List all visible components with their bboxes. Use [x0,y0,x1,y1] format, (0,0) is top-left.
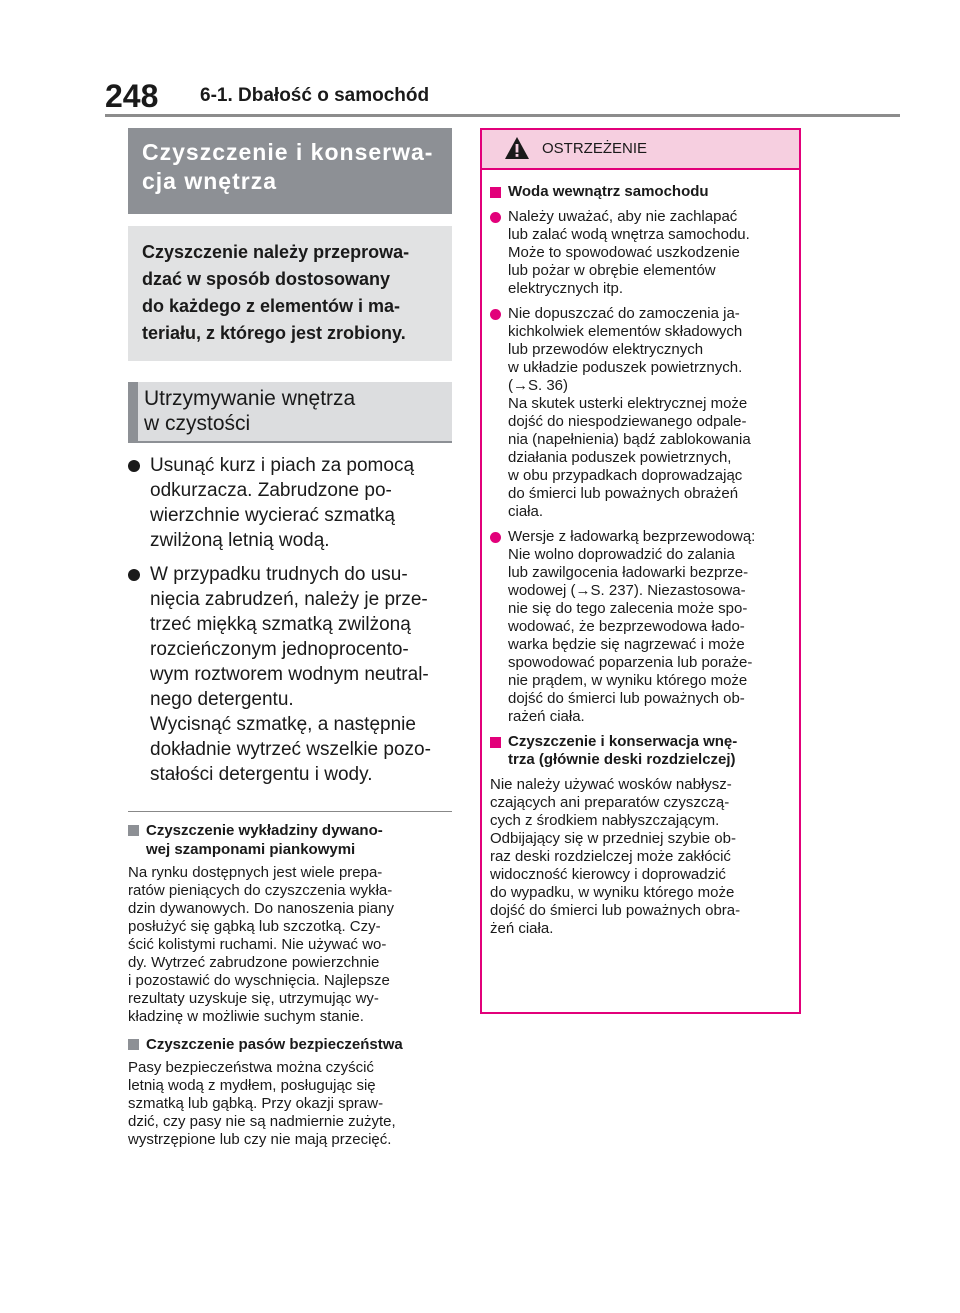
square-bullet-icon [128,825,139,836]
warning-triangle-icon [504,136,530,160]
warning-section-heading: Czyszczenie i konserwacja wnę- trza (głównie deski rozdzielczej) [490,733,789,769]
note-heading: Czyszczenie wykładziny dywano- wej szamponami piankowymi [128,821,452,859]
warning-title: OSTRZEŻENIE [542,140,648,157]
bullet-dot-icon [490,532,501,543]
warning-header [482,130,799,170]
warning-section-heading: Woda wewnątrz samochodu [490,183,789,201]
subheading: Utrzymywanie wnętrza w czystości [128,382,452,443]
header-divider [105,114,900,117]
list-item: Usunąć kurz i piach za pomocą odkurzacza. Zabrudzone po- wierzchnie wycierać szmatką zwilżoną letnią wodą. [128,453,452,553]
bullet-list [128,453,452,787]
bullet-dot-icon [128,460,140,472]
bullet-dot-icon [128,569,140,581]
warning-box [480,128,801,1014]
list-item: Należy uważać, aby nie zachlapać lub zalać wodą wnętrza samochodu. Może to spowodować uszkodzenie lub pożar w obrębie elementów elektrycznych itp. [490,208,789,298]
note-text: Na rynku dostępnych jest wiele prepa- ratów pieniących do czyszczenia wykła- dzin dywanowych. Do nanoszenia piany posłużyć się gąbką lub szczotką. Czy- ścić kolistymi ruchami. Nie używać wo- dy. Wytrzeć zabrudzone powierzchnie i pozostawić do wyschnięcia. Najlepsze rezultaty uzyskuje się, utrzymując wy- kładzinę w możliwie suchym stanie. [128,864,394,1025]
intro-summary: Czyszczenie należy przeprowa- dzać w sposób dostosowany do każdego z elementów i ma- teriału, z którego jest zrobiony. [128,226,452,361]
note-heading: Czyszczenie pasów bezpieczeństwa [128,1035,452,1054]
list-item: Nie dopuszczać do zamoczenia ja- kichkolwiek elementów składowych lub przewodów elektrycznych w układzie poduszek powietrznych. (→S. 36) Na skutek usterki elektrycznej może dojść do niespodziewanego odpale- nia (napełnienia) bądź zablokowania działania poduszek powietrznych, w obu przypadkach doprowadzając do śmierci lub poważnych obrażeń ciała. [490,305,789,521]
left-column [128,128,452,1149]
section-divider [128,811,452,812]
note-text: Pasy bezpieczeństwa można czyścić letnią wodą z mydłem, posługując się szmatką lub gąbką. Przy okazji spraw- dzić, czy pasy nie są nadmiernie zużyte, wystrzępione lub czy nie mają przecięć. [128,1059,396,1148]
page-number: 248 [105,78,159,114]
section-title: 6-1. Dbałość o samochód [200,85,430,106]
page-title: Czyszczenie i konserwa- cja wnętrza [128,128,452,214]
square-bullet-icon [128,1039,139,1050]
warning-body [482,170,799,938]
list-item: Wersje z ładowarką bezprzewodową: Nie wolno doprowadzić do zalania lub zawilgocenia ładowarki bezprze- wodowej (→S. 237). Niezastosowa- nie się do tego zalecenia może spo- wodować, że bezprzewodowa łado- warka będzie się nagrzewać i może spowodować poparzenia lub poraże- nie prądem, w wyniku którego może dojść do śmierci lub poważnych ob- rażeń ciała. [490,528,789,726]
list-item: W przypadku trudnych do usu- nięcia zabrudzeń, należy je prze- trzeć miękką szmatką zwilżoną rozcieńczonym jednoprocento- wym roztworem wodnym neutral- nego detergentu. Wycisnąć szmatkę, a następnie dokładnie wytrzeć wszelkie pozo- stałości detergentu i wody. [128,562,452,787]
warning-text: Nie należy używać wosków nabłysz- czających ani preparatów czyszczą- cych z środkiem nabłyszczającym. Odbijający się w przedniej szybie ob- raz deski rozdzielczej może zakłócić widoczność kierowcy i doprowadzić do wypadku, w wyniku którego może dojść do śmierci lub poważnych obra- żeń ciała. [490,776,741,937]
square-bullet-icon [490,187,501,198]
page-header [105,78,900,114]
bullet-dot-icon [490,309,501,320]
bullet-dot-icon [490,212,501,223]
square-bullet-icon [490,737,501,748]
